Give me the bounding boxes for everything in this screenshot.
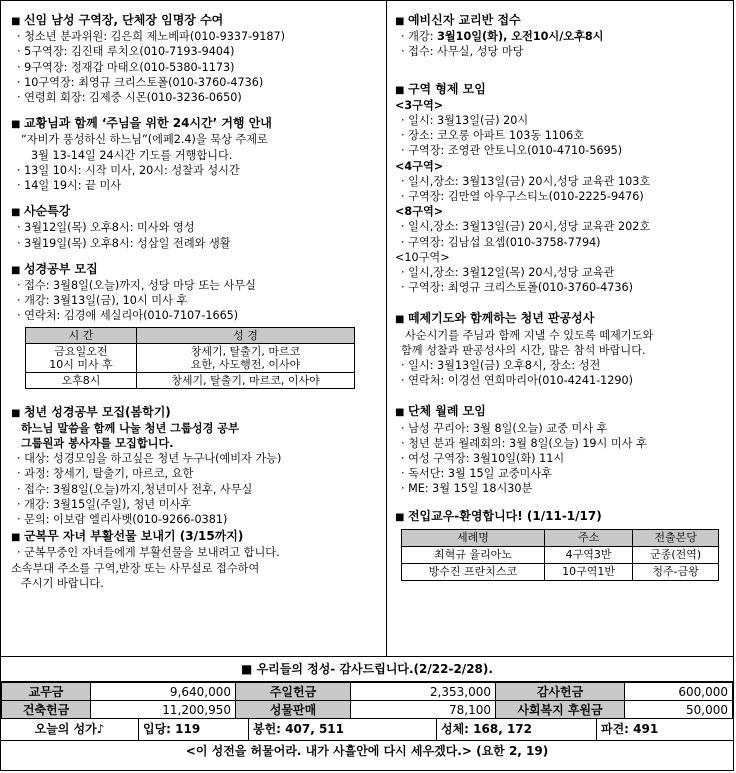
district-name: <10구역> [395,250,450,264]
list-item: · 13일 10시: 시작 미사, 20시: 성찰과 성시간 [17,163,240,177]
section-appointments [11,13,382,105]
table-cell: 창세기, 탈출기, 마르코 요한, 사도행전, 이사야 [137,343,355,372]
open-label: · 개강: [401,30,438,44]
list-item: · 문의: 이보람 엘리사벳(010-9266-0381) [17,513,228,527]
list-item: · 3월19일(목) 오후8시: 성삼일 전례와 생활 [17,236,231,250]
bible-study-table [25,327,355,389]
list-item: 주시기 바랍니다. [21,576,104,590]
section-title: ■ 군복무 자녀 부활선물 보내기 (3/15까지) [11,529,382,545]
list-item: · 일시,장소: 3월13일(금) 20시,성당 교육관 202호 [401,220,651,234]
section-title: ■ 구역 형제 모임 [395,82,736,98]
bible-verse: <이 성전을 허물어라. 내가 사흘안에 다시 세우겠다.> (요한 2, 19) [185,744,549,758]
table-row [26,372,355,388]
table-row [26,343,355,372]
district-name: <8구역> [395,205,444,219]
list-item: · 여성 구역장: 3월10일(화) 11시 [401,452,565,466]
offering-label: 주일헌금 [236,683,351,701]
list-item: · 과정: 창세기, 탈출기, 마르코, 요한 [17,467,194,481]
left-column [3,1,387,656]
section-title: ■ 교황님과 함께 ‘주님을 위한 24시간’ 거행 안내 [11,116,382,132]
list-item: · 구역장: 최영규 크리스토폴(010-3760-4736) [401,281,633,295]
section-title: ■ 전입교우-환영합니다! (1/11-1/17) [395,509,736,525]
list-item: · 5구역장: 김진태 루치오(010-7193-9404) [17,45,235,59]
offering-title: ■ 우리들의 정성- 감사드립니다.(2/22-2/28). [1,656,733,682]
list-item: · 독서단: 3월 15일 교중미사후 [401,467,552,481]
table-cell: 최혁규 율리아노 [402,546,545,563]
table-cell: 창세기, 탈출기, 마르코, 이사야 [137,372,355,388]
list-item: · 대상: 성경모임을 하고싶은 청년 누구나(예비자 가능) [17,452,282,466]
district-name: <4구역> [395,159,444,173]
open-value: 3월10일(화), 오전10시/오후8시 [437,30,604,44]
intro-text: 그룹원과 봉사자를 모집합니다. [21,437,174,451]
district-name: <3구역> [395,98,444,112]
section-catechumen [395,13,736,60]
list-item: · ME: 3월 15일 18시30분 [401,482,533,496]
table-cell: 오후8시 [26,372,137,388]
section-title: ■ 예비신자 교리반 접수 [395,13,736,29]
list-item: · 일시,장소: 3월13일(금) 20시,성당 교육관 103호 [401,174,651,188]
table-header: 전출본당 [633,529,719,546]
list-item: · 구역장: 조영관 안토니오(010-4710-5695) [401,144,623,158]
list-item: · 일시: 3월13일(금) 20시 [401,114,529,128]
list-item: · 10구역장: 최영규 크리스토폴(010-3760-4736) [17,75,264,89]
offering-value: 50,000 [625,701,733,719]
list-item: 3월 13-14일 24시간 기도를 거행합니다. [31,148,233,162]
section-monthly-meetings [395,404,736,496]
table-header: 세례명 [402,529,545,546]
table-cell: 방수진 프란치스코 [402,563,545,580]
table-header: 시 간 [26,327,137,343]
section-new-parishioners [395,509,736,581]
list-item: · 청소년 분과위원: 김은희 제노베파(010-9337-9187) [17,30,285,44]
table-row [402,563,719,580]
table-row [402,546,719,563]
section-military-gift [11,529,382,591]
table-cell: 4구역3반 [544,546,632,563]
list-item: · 접수: 3월8일(오늘)까지,청년미사 전후, 사무실 [17,482,253,496]
list-item: · 접수: 사무실, 성당 마당 [401,45,524,59]
right-column [389,1,736,592]
hymns-row [1,719,733,741]
list-item: 소속부대 주소를 구역,반장 또는 사무실로 접수하여 [11,561,260,575]
list-item: · 3월12일(목) 오후8시: 미사와 영성 [17,221,195,235]
hymn-offertory: 봉헌: 407, 511 [249,719,437,740]
list-item: “자비가 풍성하신 하느님”(에페2.4)을 묵상 주제로 [21,133,268,147]
list-item: · 연락처: 김경애 세실리아(010-7107-1665) [17,309,239,323]
offering-label: 건축헌금 [2,701,91,719]
list-item: · 개강: 3월13일(금), 10시 미사 후 [17,294,188,308]
list-item: · 장소: 코오롱 아파트 103동 1106호 [401,129,585,143]
section-youth-bible-study [11,405,382,528]
section-title: ■ 성경공부 모집 [11,262,382,278]
table-cell: 군종(전역) [633,546,719,563]
section-bible-study [11,262,382,389]
hymn-communion: 성체: 168, 172 [437,719,597,740]
section-taize-prayer [395,311,736,388]
offering-value: 2,353,000 [351,683,496,701]
list-item: · 일시,장소: 3월12일(목) 20시,성당 교육관 [401,266,615,280]
section-title: ■ 신임 남성 구역장, 단체장 임명장 수여 [11,13,382,29]
offering-table [1,682,733,719]
offering-value: 600,000 [625,683,733,701]
list-item: · 연령회 회장: 김제중 시몬(010-3236-0650) [17,91,242,105]
list-item: · 남성 꾸리아: 3월 8일(오늘) 교중 미사 후 [401,421,608,435]
offering-value: 9,640,000 [91,683,236,701]
table-row [2,683,733,701]
table-header: 성 경 [137,327,355,343]
list-item: · 군복무중인 자녀들에게 부활선물을 보내려고 합니다. [17,546,280,560]
section-title: ■ 청년 성경공부 모집(봄학기) [11,405,382,421]
list-item: · 구역장: 김만열 아우구스티노(010-2225-9476) [401,190,644,204]
table-cell: 청주-금왕 [633,563,719,580]
section-24-hours [11,116,382,193]
list-item: · 9구역장: 정재갑 마태오(010-5380-1173) [17,60,235,74]
offering-section [1,656,733,762]
table-cell: 10구역1반 [544,563,632,580]
hymn-recessional: 파견: 491 [601,722,659,736]
intro-text: 하느님 말씀을 함께 나눌 청년 그룹성경 공부 [21,421,239,435]
section-district-meetings [395,82,736,296]
table-header: 주소 [544,529,632,546]
section-title: ■ 떼제기도와 함께하는 청년 판공성사 [395,311,736,327]
new-parishioners-table [401,529,719,581]
list-item: · 구역장: 김남섭 요셉(010-3758-7794) [401,235,601,249]
section-title: ■ 단체 월례 모임 [395,404,736,420]
offering-value: 11,200,950 [91,701,236,719]
offering-label: 감사헌금 [496,683,625,701]
list-item: · 연락처: 이경선 연희마리아(010-4241-1290) [401,374,633,388]
section-lent-lecture [11,204,382,251]
list-item: · 개강: 3월15일(주일), 청년 미사후 [17,497,192,511]
list-item: 사순시기를 주님과 함께 지낼 수 있도록 떼제기도와 [405,328,654,342]
hymn-entrance: 입당: 119 [139,719,249,740]
table-cell: 금요일오전 10시 미사 후 [26,343,137,372]
offering-label: 사회복지 후원금 [496,701,625,719]
list-item: · 14일 19시: 끝 미사 [17,179,122,193]
section-title: ■ 사순특강 [11,204,382,220]
list-item: 함께 성찰과 판공성사의 시간, 많은 참석 바랍니다. [401,343,646,357]
offering-label: 성물판매 [236,701,351,719]
offering-value: 78,100 [351,701,496,719]
table-row [2,701,733,719]
offering-label: 교무금 [2,683,91,701]
hymns-title: 오늘의 성가♪ [1,719,139,740]
list-item: · 일시: 3월13일(금) 오후8시, 장소: 성전 [401,359,601,373]
list-item: · 접수: 3월8일(오늘)까지, 성당 마당 또는 사무실 [17,279,256,293]
list-item: · 청년 분과 월례회의: 3월 8일(오늘) 19시 미사 후 [401,436,647,450]
